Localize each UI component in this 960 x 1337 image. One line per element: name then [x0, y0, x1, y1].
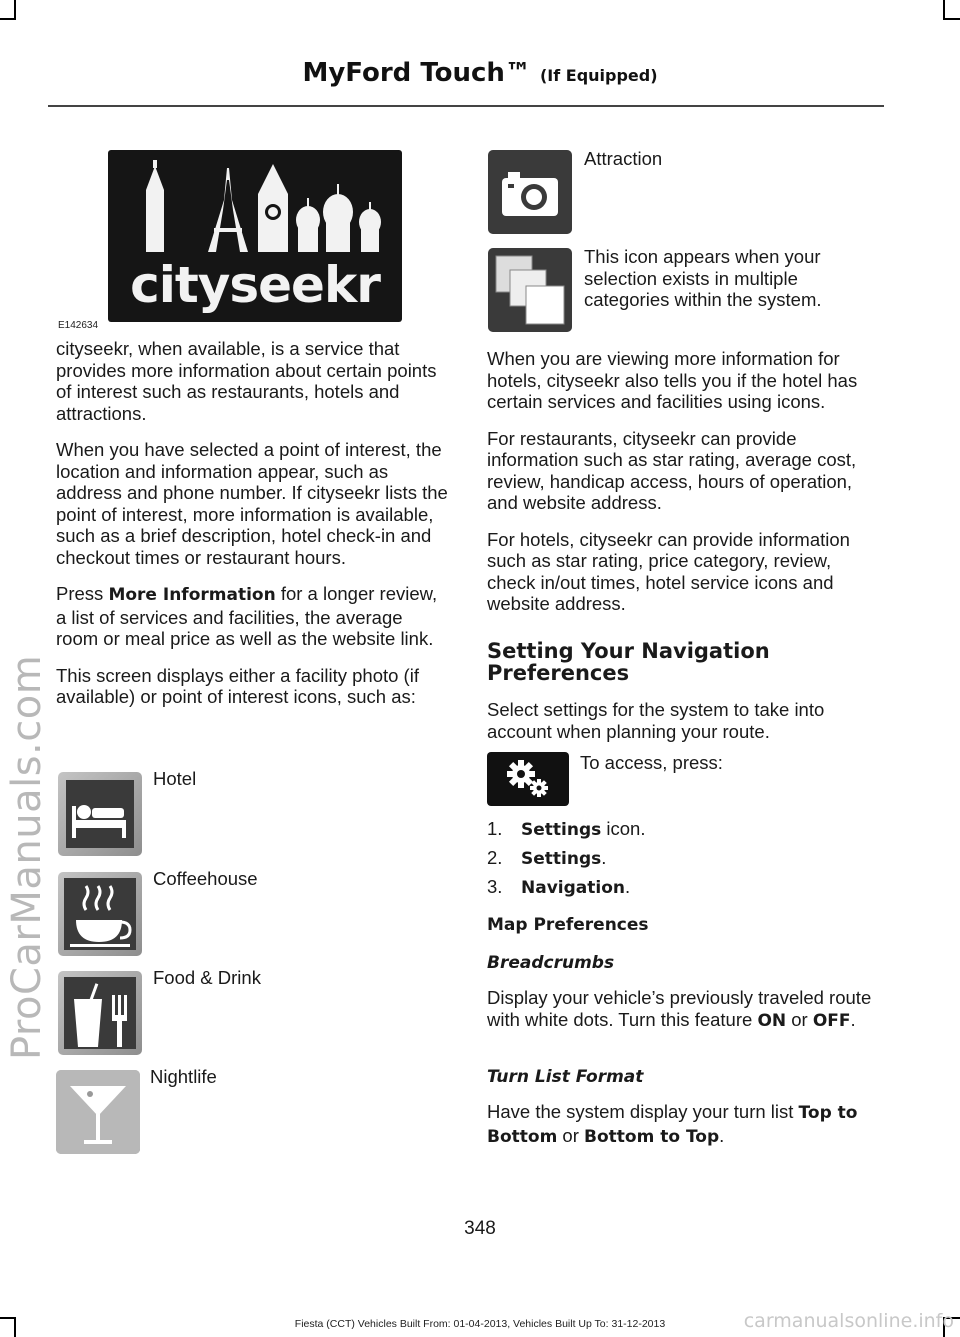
- footer-text: Fiesta (CCT) Vehicles Built From: 01-04-2013, Vehicles Built Up To: 31-12-2013: [294, 1318, 666, 1330]
- header-title: MyFord Touch™: [302, 58, 531, 88]
- access-text: To access, press:: [580, 752, 723, 773]
- text: .: [850, 1008, 856, 1030]
- icon-label-food-drink: Food & Drink: [153, 967, 261, 988]
- subheading-map-preferences: Map Preferences: [487, 915, 649, 935]
- breadcrumbs-text: [487, 987, 882, 1047]
- paragraph: When you are viewing more information for hotels, cityseekr also tells you if the hotel has certain services and facilities using icons.: [487, 348, 858, 412]
- bottom-to-top-label: Bottom to Top: [584, 1126, 720, 1147]
- turn-list-text: [487, 1101, 882, 1163]
- crop-mark: [0, 18, 16, 20]
- cocktail-icon: [56, 1070, 140, 1154]
- icon-label-attraction: Attraction: [584, 148, 663, 169]
- step-label: Navigation: [521, 878, 625, 898]
- text: Display your vehicle’s previously traveled route with white dots. Turn this feature: [487, 987, 872, 1030]
- text: .: [601, 847, 607, 868]
- icon-label-hotel: Hotel: [153, 768, 197, 789]
- crop-mark: [943, 0, 945, 20]
- paragraph: [487, 1101, 882, 1148]
- list-item: [487, 818, 645, 840]
- section-heading: Setting Your Navigation Preferences: [487, 639, 770, 685]
- header-subtitle: (If Equipped): [539, 66, 658, 85]
- stacked-squares-icon: [488, 248, 572, 332]
- off-label: OFF: [812, 1010, 851, 1031]
- watermark-side: ProCarManuals.com: [4, 654, 50, 1060]
- text: or: [786, 1008, 813, 1030]
- glass-and-fork-icon: [58, 971, 142, 1055]
- paragraph: This screen displays either a facility photo (if available) or point of interest icons, such as:: [56, 664, 419, 707]
- paragraph: When you have selected a point of interest, the location and information appear, such as address and phone number. If cityseekr lists the point of interest, more information is available, such as a brief description, hotel check-in and checkout times or restaurant hours.: [56, 439, 448, 568]
- left-column: [56, 338, 448, 723]
- crop-mark: [943, 18, 960, 20]
- icon-label-nightlife: Nightlife: [150, 1066, 217, 1087]
- cityseekr-logo: [108, 150, 402, 322]
- paragraph: [487, 987, 882, 1032]
- page-header: [0, 58, 960, 88]
- paragraph: [56, 583, 448, 650]
- watermark-bottom: carmanualsonline.info: [743, 1310, 954, 1332]
- figure-code: E142634: [58, 320, 99, 331]
- text: icon.: [601, 818, 646, 839]
- subheading-breadcrumbs: Breadcrumbs: [487, 953, 615, 973]
- camera-icon: [488, 150, 572, 234]
- crop-mark: [14, 0, 16, 20]
- on-label: ON: [757, 1010, 787, 1031]
- text: .: [719, 1124, 725, 1146]
- paragraph: cityseekr, when available, is a service that provides more information about certain points of interest such as restaurants, hotels and attractions.: [56, 338, 437, 424]
- list-item: [487, 847, 606, 869]
- top-to-bottom-label: Top to Bottom: [487, 1103, 858, 1147]
- more-information-label: More Information: [108, 585, 276, 605]
- list-number: 1.: [487, 818, 503, 839]
- text: .: [624, 876, 631, 897]
- text: Press: [56, 583, 109, 604]
- settings-gear-icon: [487, 752, 569, 806]
- logo-text: cityseekr: [130, 256, 380, 314]
- text: Have the system display your turn list: [487, 1101, 799, 1122]
- right-column-intro: [487, 699, 882, 757]
- paragraph: For hotels, cityseekr can provide information such as star rating, price category, review, check in/out times, hotel service icons and website address.: [487, 528, 850, 614]
- text: or: [557, 1124, 585, 1146]
- text: for a longer review, a list of services and facilities, the average room or meal price as well as the website link.: [56, 583, 438, 649]
- paragraph: Select settings for the system to take into account when planning your route.: [487, 699, 825, 742]
- page-number: 348: [464, 1218, 496, 1239]
- bed-icon: [58, 772, 142, 856]
- coffee-cup-icon: [58, 872, 142, 956]
- icon-label-coffeehouse: Coffeehouse: [153, 868, 258, 889]
- paragraph: For restaurants, cityseekr can provide information such as star rating, average cost, review, handicap access, hours of operation, and website address.: [487, 427, 857, 513]
- header-rule: [48, 105, 884, 107]
- list-number: 3.: [487, 876, 503, 897]
- step-label: Settings: [521, 849, 602, 869]
- list-item: [487, 876, 630, 898]
- right-column-paragraphs: [487, 348, 882, 630]
- subheading-turn-list-format: Turn List Format: [487, 1067, 644, 1087]
- icon-label-multiple: This icon appears when your selection exists in multiple categories within the system.: [584, 246, 822, 310]
- list-number: 2.: [487, 847, 503, 868]
- step-label: Settings: [521, 820, 602, 840]
- skyline-icon: [108, 150, 402, 260]
